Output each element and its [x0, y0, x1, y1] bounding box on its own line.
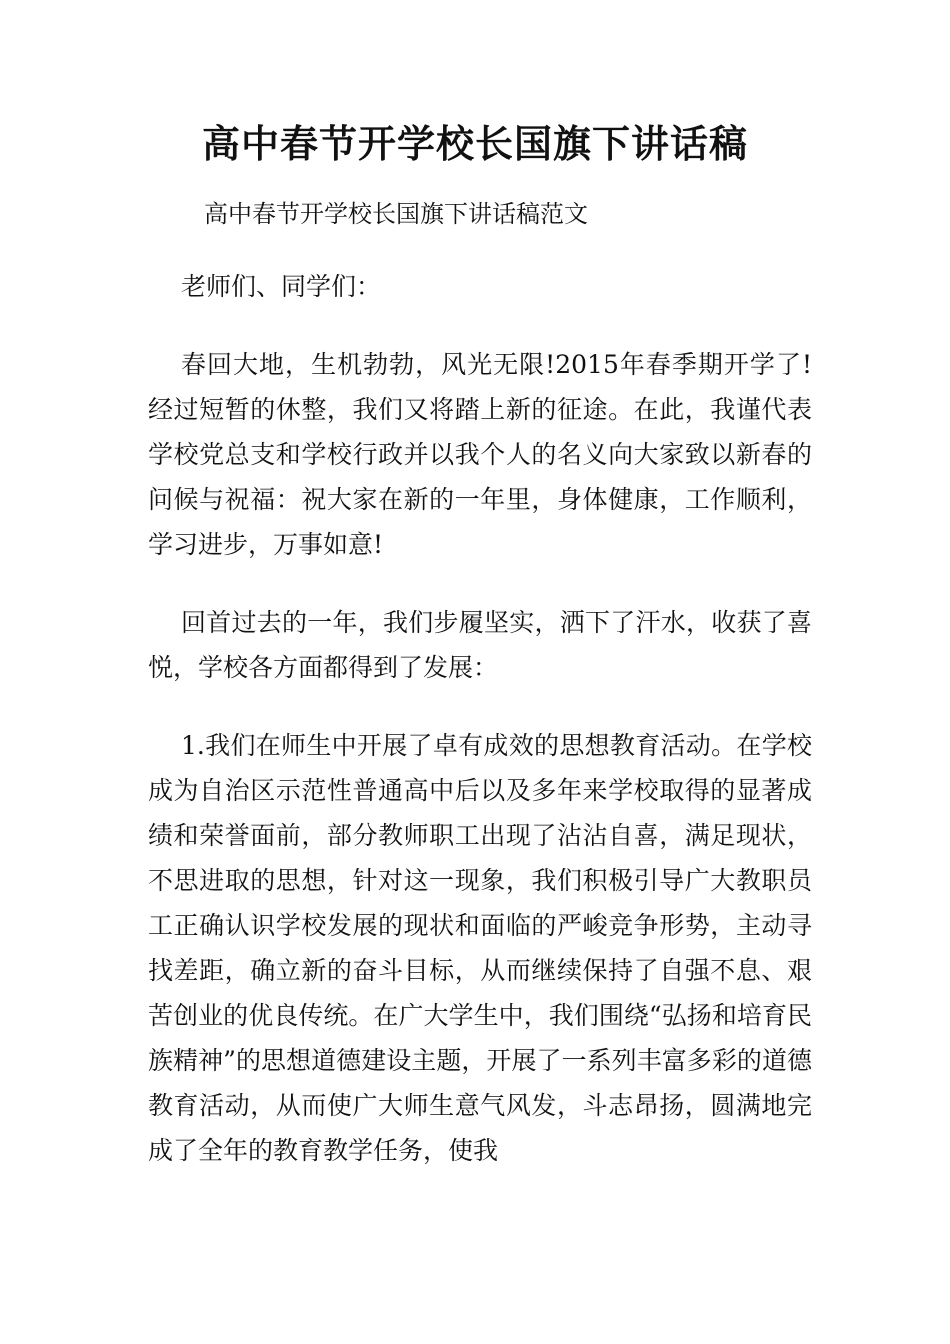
document-title: 高中春节开学校长国旗下讲话稿: [201, 121, 748, 166]
paragraph-point-1: 1.我们在师生中开展了卓有成效的思想教育活动。在学校成为自治区示范性普通高中后以及多年来学校取得的显著成绩和荣誉面前，部分教师职工出现了沾沾自喜，满足现状，不思进取的思想，针对这一现象，我们积极引导广大教职员工正确认识学校发展的现状和面临的严峻竞争形势，主动寻找差距，确立新的奋斗目标，从而继续保持了自强不息、艰苦创业的优良传统。在广大学生中，我们围绕“弘扬和培育民族精神”的思想道德建设主题，开展了一系列丰富多彩的道德教育活动，从而使广大师生意气风发，斗志昂扬，圆满地完成了全年的教育教学任务，使我: [148, 731, 812, 1165]
document-subtitle: 高中春节开学校长国旗下讲话稿范文: [204, 200, 588, 228]
document-body: [148, 264, 812, 1206]
salutation: 老师们、同学们：: [181, 272, 382, 301]
paragraph-greeting: 春回大地，生机勃勃，风光无限!2015年春季期开学了!经过短暂的休整，我们又将踏上新的征途。在此，我谨代表学校党总支和学校行政并以我个人的名义向大家致以新春的问候与祝福：祝大家在新的一年里，身体健康，工作顺利，学习进步，万事如意!: [148, 350, 812, 559]
paragraph-review: 回首过去的一年，我们步履坚实，洒下了汗水，收获了喜悦，学校各方面都得到了发展：: [148, 608, 812, 682]
